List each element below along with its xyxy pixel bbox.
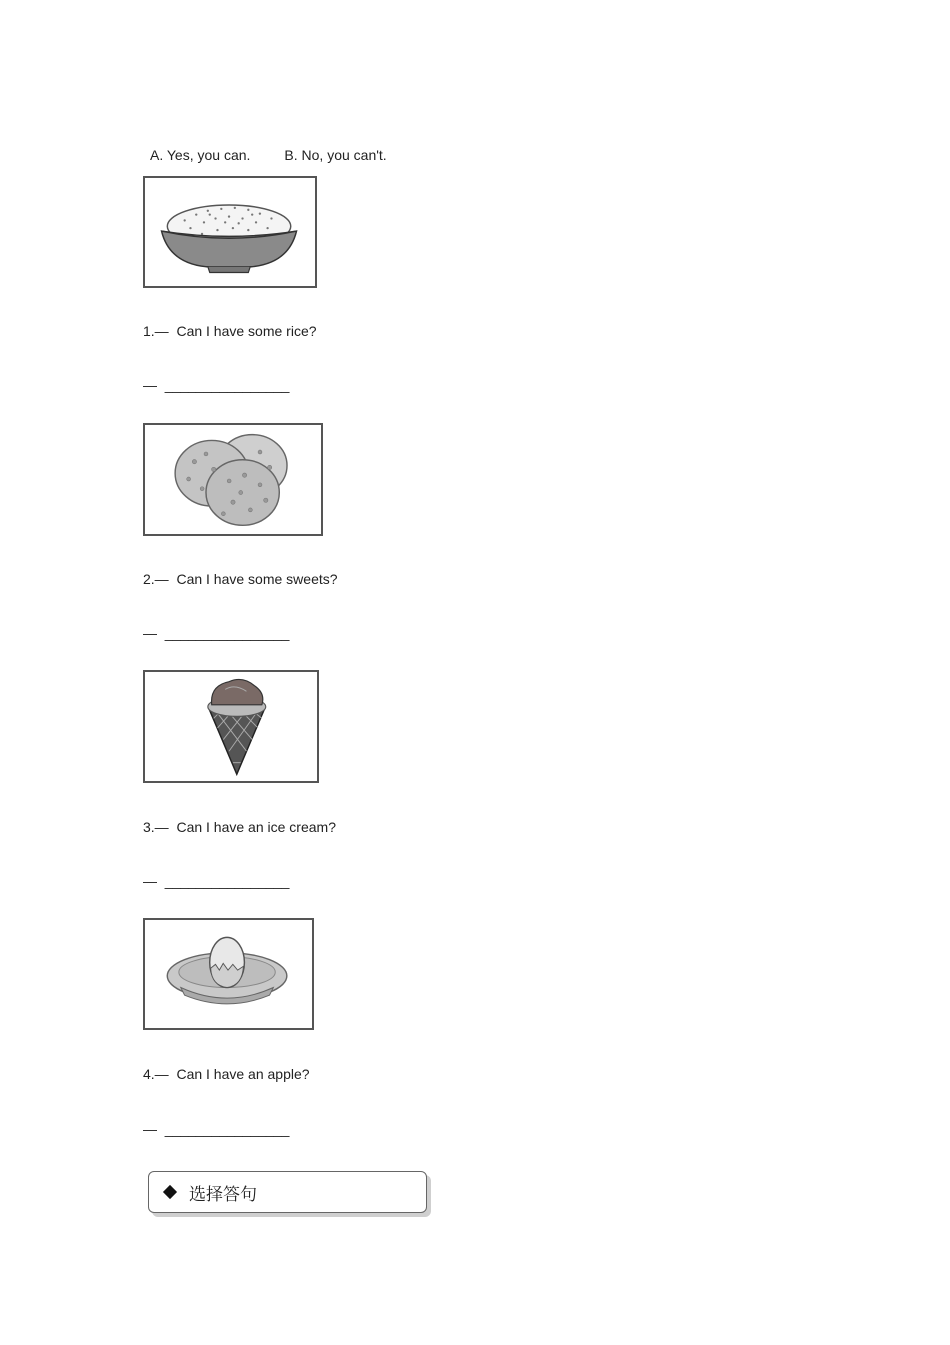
answer-blank-4[interactable]: — ________________ <box>143 1121 290 1137</box>
rice-bowl-picture <box>143 176 317 288</box>
section-title: 选择答句 <box>189 1184 257 1205</box>
egg-picture <box>143 918 314 1030</box>
answer-blank-1[interactable]: — ________________ <box>143 377 290 393</box>
section-header <box>148 1171 427 1213</box>
option-b: B. No, you can't. <box>284 147 387 163</box>
option-a: A. Yes, you can. <box>150 147 251 163</box>
cookies-picture <box>143 423 323 536</box>
ice-cream-picture <box>143 670 319 783</box>
ice-cream-icon <box>145 672 317 781</box>
answer-blank-2[interactable]: — ________________ <box>143 625 290 641</box>
question-3: 3.— Can I have an ice cream? <box>143 819 336 835</box>
cookies-icon <box>145 425 321 534</box>
diamond-bullet-icon <box>163 1185 177 1199</box>
answer-options <box>143 128 387 164</box>
rice-bowl-icon <box>145 178 315 286</box>
answer-blank-3[interactable]: — ________________ <box>143 873 290 889</box>
question-2: 2.— Can I have some sweets? <box>143 571 338 587</box>
question-1: 1.— Can I have some rice? <box>143 323 317 339</box>
egg-on-plate-icon <box>145 920 312 1028</box>
question-4: 4.— Can I have an apple? <box>143 1066 310 1082</box>
